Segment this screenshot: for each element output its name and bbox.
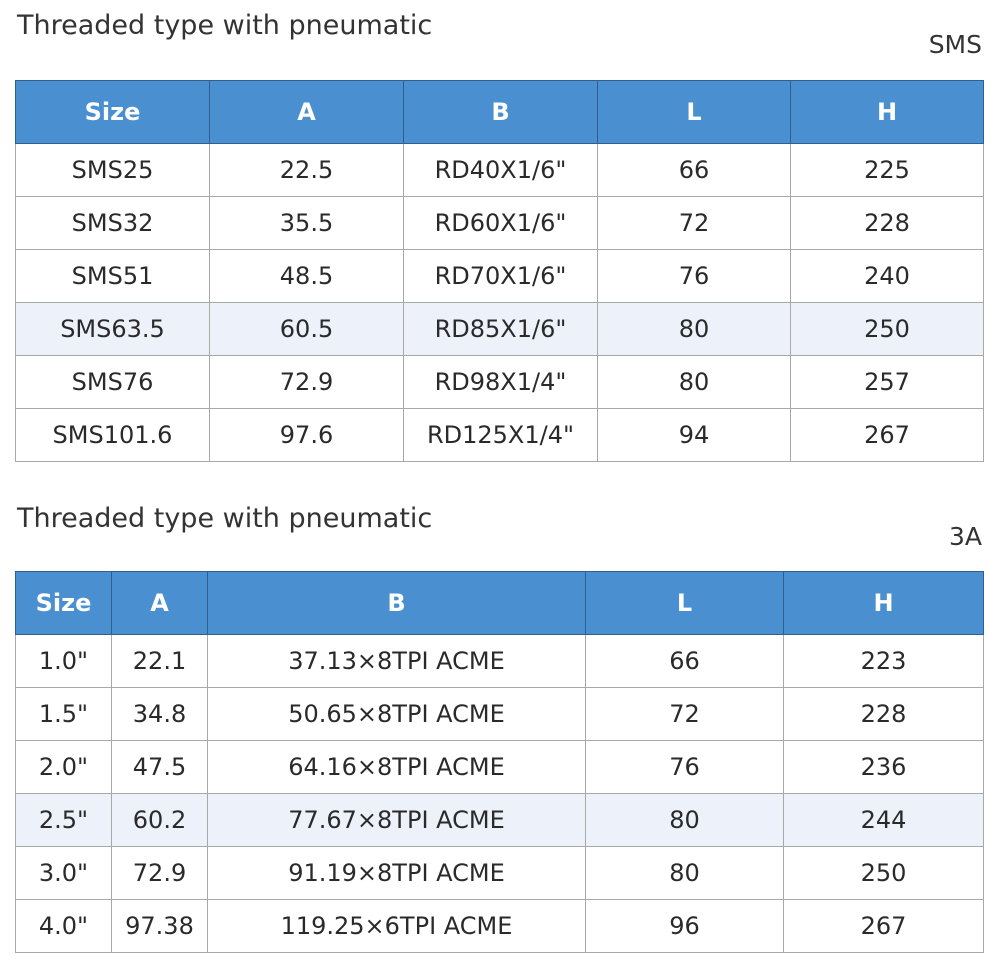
cell-size: SMS63.5 (16, 303, 210, 356)
cell-a: 22.5 (210, 144, 404, 197)
cell-l: 76 (586, 741, 784, 794)
cell-a: 22.1 (112, 635, 208, 688)
cell-size: SMS51 (16, 250, 210, 303)
cell-h: 267 (784, 900, 984, 953)
column-header-size: Size (16, 81, 210, 144)
cell-b: RD98X1/4" (404, 356, 598, 409)
cell-l: 80 (586, 847, 784, 900)
column-header-size: Size (16, 572, 112, 635)
cell-size: 2.5" (16, 794, 112, 847)
cell-a: 34.8 (112, 688, 208, 741)
cell-b: RD125X1/4" (404, 409, 598, 462)
cell-size: SMS101.6 (16, 409, 210, 462)
column-header-l: L (586, 572, 784, 635)
cell-a: 97.6 (210, 409, 404, 462)
section-tag-3a: 3A (948, 522, 982, 551)
column-header-b: B (208, 572, 586, 635)
table-row (16, 741, 984, 794)
cell-size: 3.0" (16, 847, 112, 900)
cell-l: 96 (586, 900, 784, 953)
cell-b: RD85X1/6" (404, 303, 598, 356)
cell-h: 250 (791, 303, 984, 356)
table-header-row (16, 572, 984, 635)
table-row-highlighted (16, 794, 984, 847)
cell-a: 60.2 (112, 794, 208, 847)
cell-h: 250 (784, 847, 984, 900)
cell-size: SMS25 (16, 144, 210, 197)
table-row (16, 144, 984, 197)
cell-h: 228 (791, 197, 984, 250)
cell-b: 50.65×8TPI ACME (208, 688, 586, 741)
cell-a: 60.5 (210, 303, 404, 356)
cell-b: 119.25×6TPI ACME (208, 900, 586, 953)
section-title-sms: Threaded type with pneumatic (17, 10, 433, 41)
3a-spec-table (15, 571, 984, 953)
cell-size: 4.0" (16, 900, 112, 953)
cell-l: 72 (598, 197, 791, 250)
cell-l: 76 (598, 250, 791, 303)
column-header-a: A (210, 81, 404, 144)
cell-b: 91.19×8TPI ACME (208, 847, 586, 900)
table-row (16, 635, 984, 688)
cell-a: 72.9 (210, 356, 404, 409)
cell-h: 244 (784, 794, 984, 847)
cell-h: 267 (791, 409, 984, 462)
column-header-b: B (404, 81, 598, 144)
cell-b: 64.16×8TPI ACME (208, 741, 586, 794)
cell-a: 72.9 (112, 847, 208, 900)
cell-b: RD40X1/6" (404, 144, 598, 197)
cell-l: 72 (586, 688, 784, 741)
cell-size: 1.5" (16, 688, 112, 741)
column-header-l: L (598, 81, 791, 144)
table-row (16, 847, 984, 900)
cell-size: SMS32 (16, 197, 210, 250)
cell-l: 94 (598, 409, 791, 462)
section-tag-sms: SMS (928, 30, 982, 59)
cell-a: 47.5 (112, 741, 208, 794)
table-row (16, 250, 984, 303)
table-header-row (16, 81, 984, 144)
cell-size: 1.0" (16, 635, 112, 688)
table-row (16, 688, 984, 741)
cell-b: RD60X1/6" (404, 197, 598, 250)
sms-spec-table (15, 80, 984, 462)
cell-h: 240 (791, 250, 984, 303)
cell-b: RD70X1/6" (404, 250, 598, 303)
cell-h: 225 (791, 144, 984, 197)
cell-h: 257 (791, 356, 984, 409)
cell-h: 228 (784, 688, 984, 741)
column-header-h: H (791, 81, 984, 144)
cell-l: 66 (598, 144, 791, 197)
table-row (16, 409, 984, 462)
section-title-3a: Threaded type with pneumatic (17, 503, 433, 534)
table-row (16, 197, 984, 250)
cell-b: 77.67×8TPI ACME (208, 794, 586, 847)
cell-l: 80 (598, 303, 791, 356)
cell-l: 80 (598, 356, 791, 409)
cell-a: 97.38 (112, 900, 208, 953)
cell-h: 223 (784, 635, 984, 688)
table-row-highlighted (16, 303, 984, 356)
cell-l: 66 (586, 635, 784, 688)
cell-size: SMS76 (16, 356, 210, 409)
table-row (16, 900, 984, 953)
cell-a: 48.5 (210, 250, 404, 303)
cell-size: 2.0" (16, 741, 112, 794)
cell-h: 236 (784, 741, 984, 794)
table-row (16, 356, 984, 409)
cell-b: 37.13×8TPI ACME (208, 635, 586, 688)
cell-a: 35.5 (210, 197, 404, 250)
cell-l: 80 (586, 794, 784, 847)
column-header-h: H (784, 572, 984, 635)
column-header-a: A (112, 572, 208, 635)
